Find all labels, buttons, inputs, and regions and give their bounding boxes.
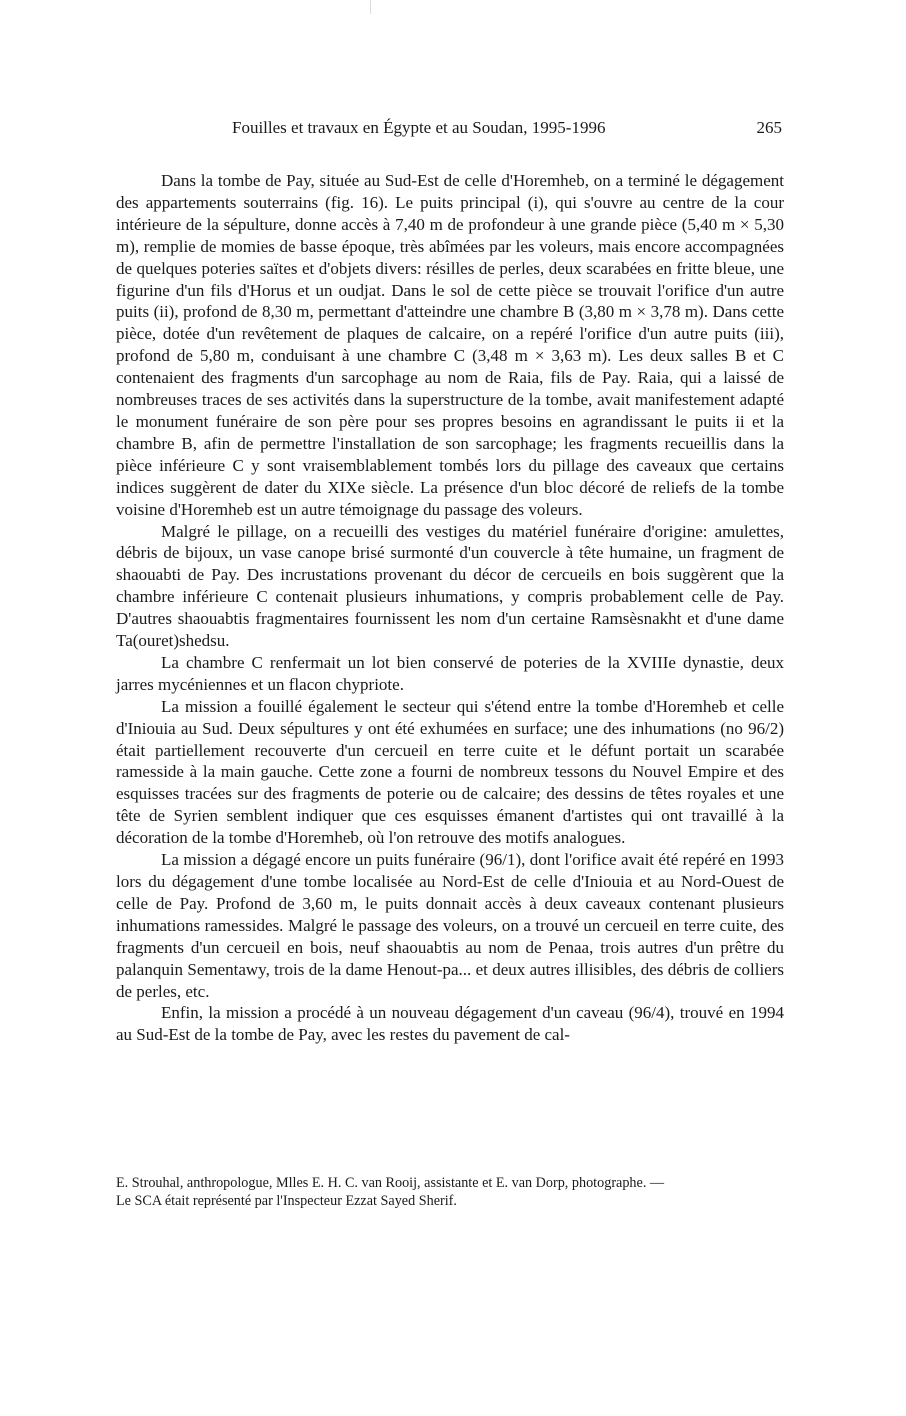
paragraph-shaft-96-1: La mission a dégagé encore un puits funéraire (96/1), dont l'orifice avait été repéré en 1993 lors du dégagement d'une tombe localisée au Nord-Est de celle d'Iniouia et au Nord-Ouest de celle de Pay. Profond de 3,60 m, le puits donnait accès à deux caveaux contenant plusieurs inhumations ramessides. Malgré le passage des voleurs, on a trouvé un cercueil en terre cuite, des fragments d'un cercueil en bois, neuf shaouabtis au nom de Penaa, trois autres d'un prêtre du palanquin Sementawy, trois de la dame Henout-pa... et deux autres illisibles, des débris de colliers de perles, etc. bbox=[116, 850, 784, 1001]
footnote bbox=[116, 1175, 784, 1210]
page-edge-mark bbox=[370, 0, 371, 14]
paragraph-south-sector: La mission a fouillé également le secteur qui s'étend entre la tombe d'Horemheb et celle d'Iniouia au Sud. Deux sépultures y ont été exhumées en surface; une des inhumations (no 96/2) était partiellement recouverte d'un cercueil en terre cuite et le défunt portait un scarabée ramesside à la main gauche. Cette zone a fourni de nombreux tessons du Nouvel Empire et des esquisses tracées sur des fragments de poterie ou de calcaire; des dessins de têtes royales et une tête de Syrien semblent indiquer que ces esquisses émanent d'artistes qui ont travaillé à la décoration de la tombe d'Horemheb, où l'on retrouve des motifs analogues. bbox=[116, 696, 784, 848]
body-text bbox=[116, 170, 784, 1046]
running-header bbox=[116, 118, 784, 142]
paragraph-funerary-material: Malgré le pillage, on a recueilli des vestiges du matériel funéraire d'origine: amulettes, débris de bijoux, un vase canope brisé surmonté d'un couvercle à tête humaine, un fragment de shaouabti de Pay. Des incrustations provenant du décor de cercueils en bois suggèrent que la chambre inférieure C contenait plusieurs inhumations, y compris probablement celle de Pay. D'autres shaouabtis fragmentaires fournissent les nom d'un certaine Ramsèsnakht et d'une dame Ta(ouret)shedsu. bbox=[116, 521, 784, 651]
paragraph-caveau-96-4: Enfin, la mission a procédé à un nouveau dégagement d'un caveau (96/4), trouvé en 1994 au Sud-Est de la tombe de Pay, avec les restes du pavement de cal- bbox=[116, 1003, 784, 1045]
paragraph-pay-tomb: Dans la tombe de Pay, située au Sud-Est de celle d'Horemheb, on a terminé le dégagement des appartements souterrains (fig. 16). Le puits principal (i), qui s'ouvre au centre de la cour intérieure de la sépulture, donne accès à 7,40 m de profondeur à une grande pièce (5,40 m × 5,30 m), remplie de momies de basse époque, très abîmées par les voleurs, mais encore accompagnées de quelques poteries saïtes et d'objets divers: résilles de perles, deux scarabées en fritte bleue, une figurine d'un fils d'Horus et un oudjat. Dans le sol de cette pièce se trouvait l'orifice d'un autre puits (ii), profond de 8,30 m, permettant d'atteindre une chambre B (3,80 m × 3,78 m). Dans cette pièce, dotée d'un revêtement de plaques de calcaire, on a repéré l'orifice d'un autre puits (iii), profond de 5,80 m, conduisant à une chambre C (3,48 m × 3,63 m). Les deux salles B et C contenaient des fragments d'un sarcophage au nom de Raia, fils de Pay. Raia, qui a laissé de nombreuses traces de ses activités dans la superstructure de la tombe, avait manifestement adapté le monument funéraire de son père pour ses propres besoins en agrandissant le puits ii et la chambre B, afin de permettre l'installation de son sarcophage; les fragments recueillis dans la pièce inférieure C y sont vraisemblablement tombés lors du pillage des caveaux que certains indices suggèrent de dater du XIXe siècle. La présence d'un bloc décoré de reliefs de la tombe voisine d'Horemheb est un autre témoignage du passage des voleurs. bbox=[116, 171, 784, 519]
paragraph-chamber-c-pottery: La chambre C renfermait un lot bien conservé de poteries de la XVIIIe dynastie, deux jarres mycéniennes et un flacon chypriote. bbox=[116, 652, 784, 694]
running-title: Fouilles et travaux en Égypte et au Soudan, 1995-1996 bbox=[232, 118, 606, 137]
footnote-line-2: Le SCA était représenté par l'Inspecteur Ezzat Sayed Sherif. bbox=[116, 1192, 457, 1209]
footnote-line-1: E. Strouhal, anthropologue, Mlles E. H. C. van Rooij, assistante et E. van Dorp, photographe. — bbox=[116, 1175, 665, 1191]
page-number: 265 bbox=[756, 118, 782, 137]
